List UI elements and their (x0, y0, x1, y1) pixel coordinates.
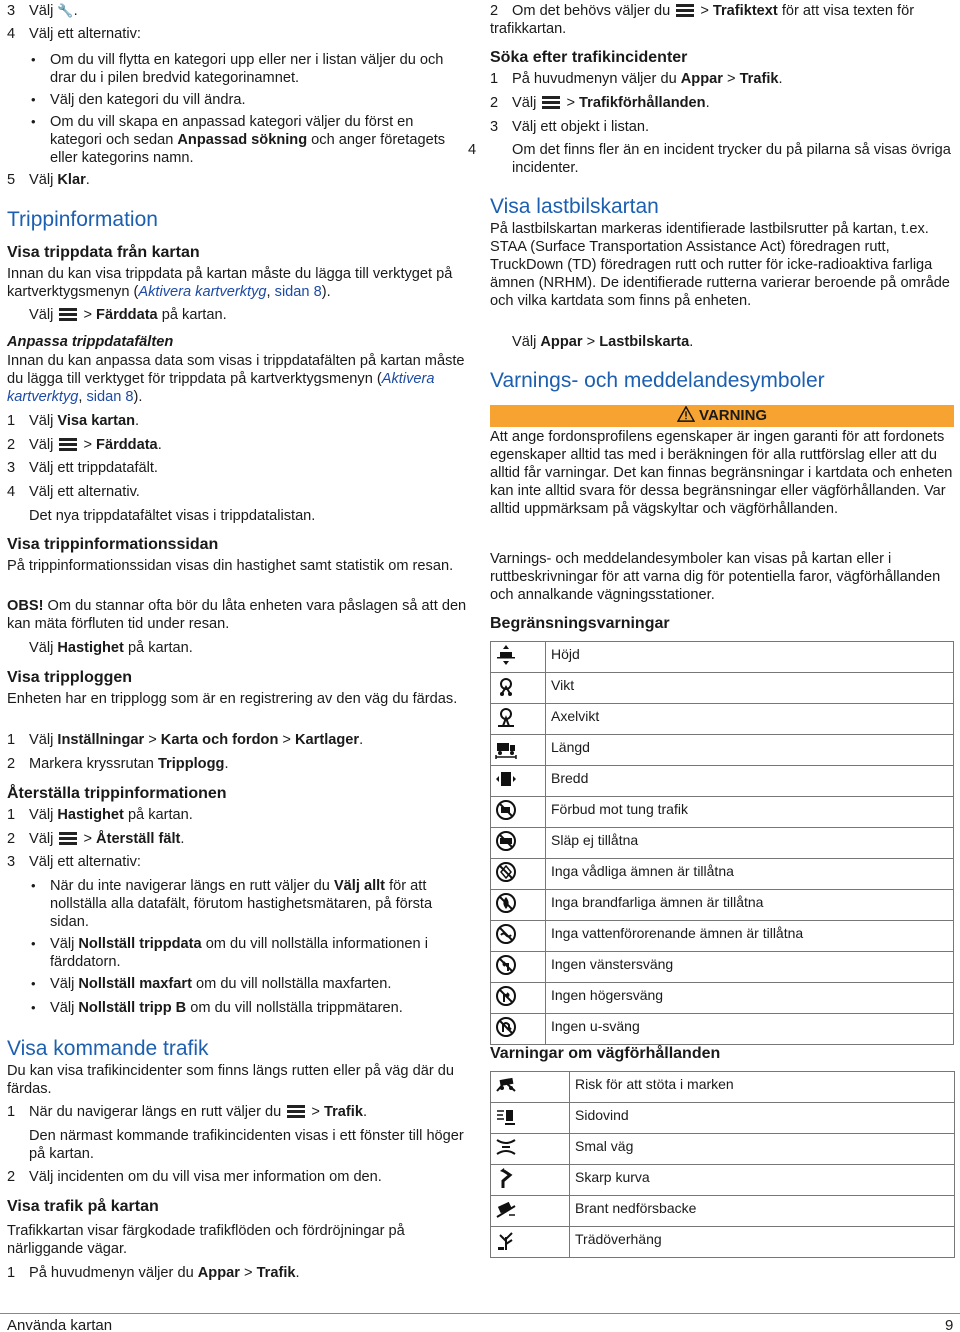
symbol-label: Sidovind (570, 1103, 955, 1134)
paragraph: Innan du kan visa trippdata på kartan måste du lägga till verktyget på kartverktygsmenyn (Aktivera kartverktyg, sidan 8). (7, 266, 453, 300)
crosswind-icon (495, 1105, 517, 1127)
axle-weight-icon (495, 706, 517, 728)
paragraph: På trippinformationssidan visas din hastighet samt statistik om resan. (7, 558, 454, 574)
symbol-cell (491, 642, 546, 673)
table-row (491, 704, 954, 735)
symbol-label: Axelvikt (546, 704, 954, 735)
symbol-label: Skarp kurva (570, 1165, 955, 1196)
table-row (491, 1196, 955, 1227)
menu-icon[interactable] (59, 832, 77, 845)
step-1: 1 Välj Hastighet på kartan. (7, 807, 193, 823)
symbol-label: Smal väg (570, 1134, 955, 1165)
table-row (491, 921, 954, 952)
table-row (491, 952, 954, 983)
paragraph: Enheten har en tripplogg som är en registrering av den väg du färdas. (7, 691, 458, 707)
step-1: 1 På huvudmenyn väljer du Appar > Trafik. (490, 71, 783, 87)
heading-customize-fields: Anpassa trippdatafälten (7, 334, 174, 350)
list-item: • Om du vill skapa en anpassad kategori väljer du först en kategori och sedan Anpassad sökning och anger företagets eller kategorins namn. (29, 113, 469, 167)
table-row (491, 766, 954, 797)
symbol-cell (491, 704, 546, 735)
table-row (491, 890, 954, 921)
symbol-label: Bredd (546, 766, 954, 797)
weight-icon (495, 675, 517, 697)
symbol-cell (491, 1103, 570, 1134)
symbol-label: Släp ej tillåtna (546, 828, 954, 859)
no-right-turn-icon (495, 985, 517, 1007)
symbol-label: Längd (546, 735, 954, 766)
symbol-cell (491, 1196, 570, 1227)
width-icon (495, 768, 517, 790)
symbol-label: Höjd (546, 642, 954, 673)
link-activate-map-tools[interactable]: Aktivera kartverktyg (138, 284, 267, 300)
instruction: Välj Hastighet på kartan. (29, 640, 193, 656)
list-item: • Om du vill flytta en kategori upp eller ner i listan väljer du och drar du i pilen bredvid kategorinamnet. (29, 51, 469, 87)
heading-truck-map: Visa lastbilskartan (490, 195, 659, 218)
paragraph: Varnings- och meddelandesymboler kan visas på kartan eller i ruttbeskrivningar för att varna dig för potentiella faror, vägförhållanden och annalkande vägningsstationer. (490, 551, 941, 603)
no-water-pollutant-icon (495, 923, 517, 945)
heading-warning-symbols: Varnings- och meddelandesymboler (490, 369, 825, 392)
paragraph: Innan du kan anpassa data som visas i trippdatafälten på kartan måste du lägga till verktyget för trippdata på kartverktygsmenyn (Aktivera kartverktyg, sidan 8). (7, 353, 465, 405)
paragraph: Du kan visa trafikincidenter som finns längs rutten eller på väg där du färdas. (7, 1063, 454, 1097)
link-page-8[interactable]: sidan 8 (86, 389, 134, 405)
table-row (491, 828, 954, 859)
menu-icon[interactable] (59, 308, 77, 321)
step-4: 4 Välj ett alternativ. (7, 484, 140, 500)
menu-icon[interactable] (287, 1105, 305, 1118)
wrench-icon[interactable]: 🔧 (57, 3, 74, 18)
step-2: 2 Välj incidenten om du vill visa mer information om den. (7, 1169, 382, 1185)
step-note: Det nya trippdatafältet visas i trippdatalistan. (29, 508, 316, 524)
heading-trip-log: Visa tripploggen (7, 669, 133, 686)
step-2: 2 Välj > Återställ fält. (7, 831, 185, 847)
table-row (491, 983, 954, 1014)
heading-reset-trip: Återställa trippinformationen (7, 785, 227, 802)
link-page-8[interactable]: sidan 8 (274, 284, 322, 300)
menu-icon[interactable] (59, 438, 77, 451)
instruction: Välj > Färddata på kartan. (29, 307, 227, 323)
symbol-cell (491, 1072, 570, 1103)
symbol-label: Inga vådliga ämnen är tillåtna (546, 859, 954, 890)
symbol-label: Vikt (546, 673, 954, 704)
narrow-road-icon (495, 1136, 517, 1158)
warning-banner: VARNING (490, 405, 954, 427)
sharp-curve-icon (495, 1167, 517, 1189)
symbol-label: Förbud mot tung trafik (546, 797, 954, 828)
table-row (491, 1072, 955, 1103)
step-5: 5 Välj Klar. (7, 172, 90, 188)
symbol-cell (491, 1165, 570, 1196)
symbol-cell (491, 1134, 570, 1165)
symbol-cell (491, 673, 546, 704)
heading-trip-information: Trippinformation (7, 208, 158, 231)
restriction-table (490, 641, 954, 1045)
symbol-label: Ingen u-sväng (546, 1014, 954, 1045)
heading-restriction-warnings: Begränsningsvarningar (490, 615, 670, 632)
symbol-cell (491, 1227, 570, 1258)
symbol-label: Trädöverhäng (570, 1227, 955, 1258)
table-row (491, 735, 954, 766)
warning-triangle-icon (677, 406, 695, 422)
no-heavy-traffic-icon (495, 799, 517, 821)
step-3: 3 Välj ett alternativ: (7, 854, 141, 870)
table-row (491, 1103, 955, 1134)
step-3: 3 Välj ett trippdatafält. (7, 460, 158, 476)
bullet-list (29, 877, 469, 1021)
step-2: 2 Välj > Trafikförhållanden. (490, 95, 710, 111)
table-row (491, 1134, 955, 1165)
step-3: 3 Välj ett objekt i listan. (490, 119, 650, 135)
road-conditions-table (490, 1071, 955, 1258)
footer-section: Använda kartan (7, 1317, 113, 1332)
symbol-cell (491, 828, 546, 859)
symbol-cell (491, 859, 546, 890)
length-icon (495, 737, 517, 759)
symbol-label: Inga vattenförorenande ämnen är tillåtna (546, 921, 954, 952)
paragraph: Trafikkartan visar färgkodade trafikflöden och fördröjningar på närliggande vägar. (7, 1223, 405, 1257)
no-u-turn-icon (495, 1016, 517, 1038)
heading-upcoming-traffic: Visa kommande trafik (7, 1037, 209, 1060)
tree-overhang-icon (495, 1229, 517, 1251)
height-icon (495, 644, 517, 666)
instruction: Välj Appar > Lastbilskarta. (512, 334, 694, 350)
symbol-cell (491, 921, 546, 952)
table-row (491, 1165, 955, 1196)
step-1: 1 Välj Inställningar > Karta och fordon > Kartlager. (7, 732, 364, 748)
no-flammable-icon (495, 892, 517, 914)
step-2: 2 Välj > Färddata. (7, 437, 162, 453)
paragraph: På lastbilskartan markeras identifierade lastbilsrutter på kartan, t.ex. STAA (Surface Transportation Assistance Act) föredragen rutt, TruckDown (TD) föredragen rutt och rutter för icke-radioaktiva farliga ämnen (NRHM). De identifierade rutterna varierar beroende på område och vilka kartdata som finns på enheten. (490, 221, 950, 309)
table-row (491, 1227, 955, 1258)
heading-show-tripdata: Visa trippdata från kartan (7, 244, 200, 261)
symbol-cell (491, 797, 546, 828)
heading-trip-info-page: Visa trippinformationssidan (7, 536, 219, 553)
heading-traffic-on-map: Visa trafik på kartan (7, 1198, 159, 1215)
step-4: 4 Välj ett alternativ: (7, 26, 141, 42)
note: OBS! Om du stannar ofta bör du låta enheten vara påslagen så att den kan mäta förfluten tid under resan. (7, 598, 467, 632)
bullet-list (29, 51, 469, 167)
table-row (491, 642, 954, 673)
symbol-cell (491, 735, 546, 766)
step-2: 2 Markera kryssrutan Tripplogg. (7, 756, 229, 772)
warning-text: Att ange fordonsprofilens egenskaper är ingen garanti för att fordonets egenskaper alltid tas med i beräkningen för alla ruttförslag eller att du alltid får varningar. Det kan finnas begränsningar i kartdata och enheten kan inte alltid svara för dessa begränsningar eller vägförhållanden. Var alltid uppmärksam på vägskyltar och vägförhållanden. (490, 429, 953, 517)
symbol-label: Ingen vänstersväng (546, 952, 954, 983)
menu-icon[interactable] (676, 4, 694, 17)
menu-icon[interactable] (542, 96, 560, 109)
list-item: • Välj Nollställ trippdata om du vill nollställa informationen i färddatorn. (29, 935, 469, 971)
table-row (491, 1014, 954, 1045)
no-trailer-icon (495, 830, 517, 852)
symbol-cell (491, 1014, 546, 1045)
step-note: Den närmast kommande trafikincidenten visas i ett fönster till höger på kartan. (29, 1128, 464, 1162)
symbol-cell (491, 766, 546, 797)
link-activate-map-tools[interactable]: Aktivera kartverktyg (7, 371, 435, 405)
symbol-label: Brant nedförsbacke (570, 1196, 955, 1227)
step-2: 2 Om det behövs väljer du > Trafiktext för att visa texten för trafikkartan. (490, 3, 915, 37)
step-4: 4 Om det finns fler än en incident trycker du på pilarna så visas övriga incidenter. (468, 142, 951, 176)
symbol-cell (491, 983, 546, 1014)
step-1: 1 När du navigerar längs en rutt väljer du > Trafik. (7, 1104, 367, 1120)
symbol-cell (491, 890, 546, 921)
list-item: • Välj Nollställ tripp B om du vill nollställa trippmätaren. (29, 999, 469, 1017)
step-1: 1 På huvudmenyn väljer du Appar > Trafik. (7, 1265, 300, 1281)
symbol-cell (491, 952, 546, 983)
heading-search-incidents: Söka efter trafikincidenter (490, 49, 688, 66)
steep-downhill-icon (495, 1198, 517, 1220)
heading-road-warnings: Varningar om vägförhållanden (490, 1045, 721, 1062)
list-item: • Välj Nollställ maxfart om du vill nollställa maxfarten. (29, 975, 469, 993)
symbol-label: Ingen högersväng (546, 983, 954, 1014)
no-left-turn-icon (495, 954, 517, 976)
table-row (491, 673, 954, 704)
page-number: 9 (945, 1317, 954, 1332)
step-3: 3 Välj 🔧. (7, 3, 78, 19)
no-hazmat-icon (495, 861, 517, 883)
table-row (491, 859, 954, 890)
grounding-risk-icon (495, 1074, 517, 1096)
symbol-label: Risk för att stöta i marken (570, 1072, 955, 1103)
symbol-label: Inga brandfarliga ämnen är tillåtna (546, 890, 954, 921)
page-footer (0, 1313, 960, 1332)
step-1: 1 Välj Visa kartan. (7, 413, 140, 429)
table-row (491, 797, 954, 828)
list-item: • Välj den kategori du vill ändra. (29, 91, 469, 109)
list-item: • När du inte navigerar längs en rutt väljer du Välj allt för att nollställa alla datafält, förutom hastighetsmätaren, på första sidan. (29, 877, 469, 931)
